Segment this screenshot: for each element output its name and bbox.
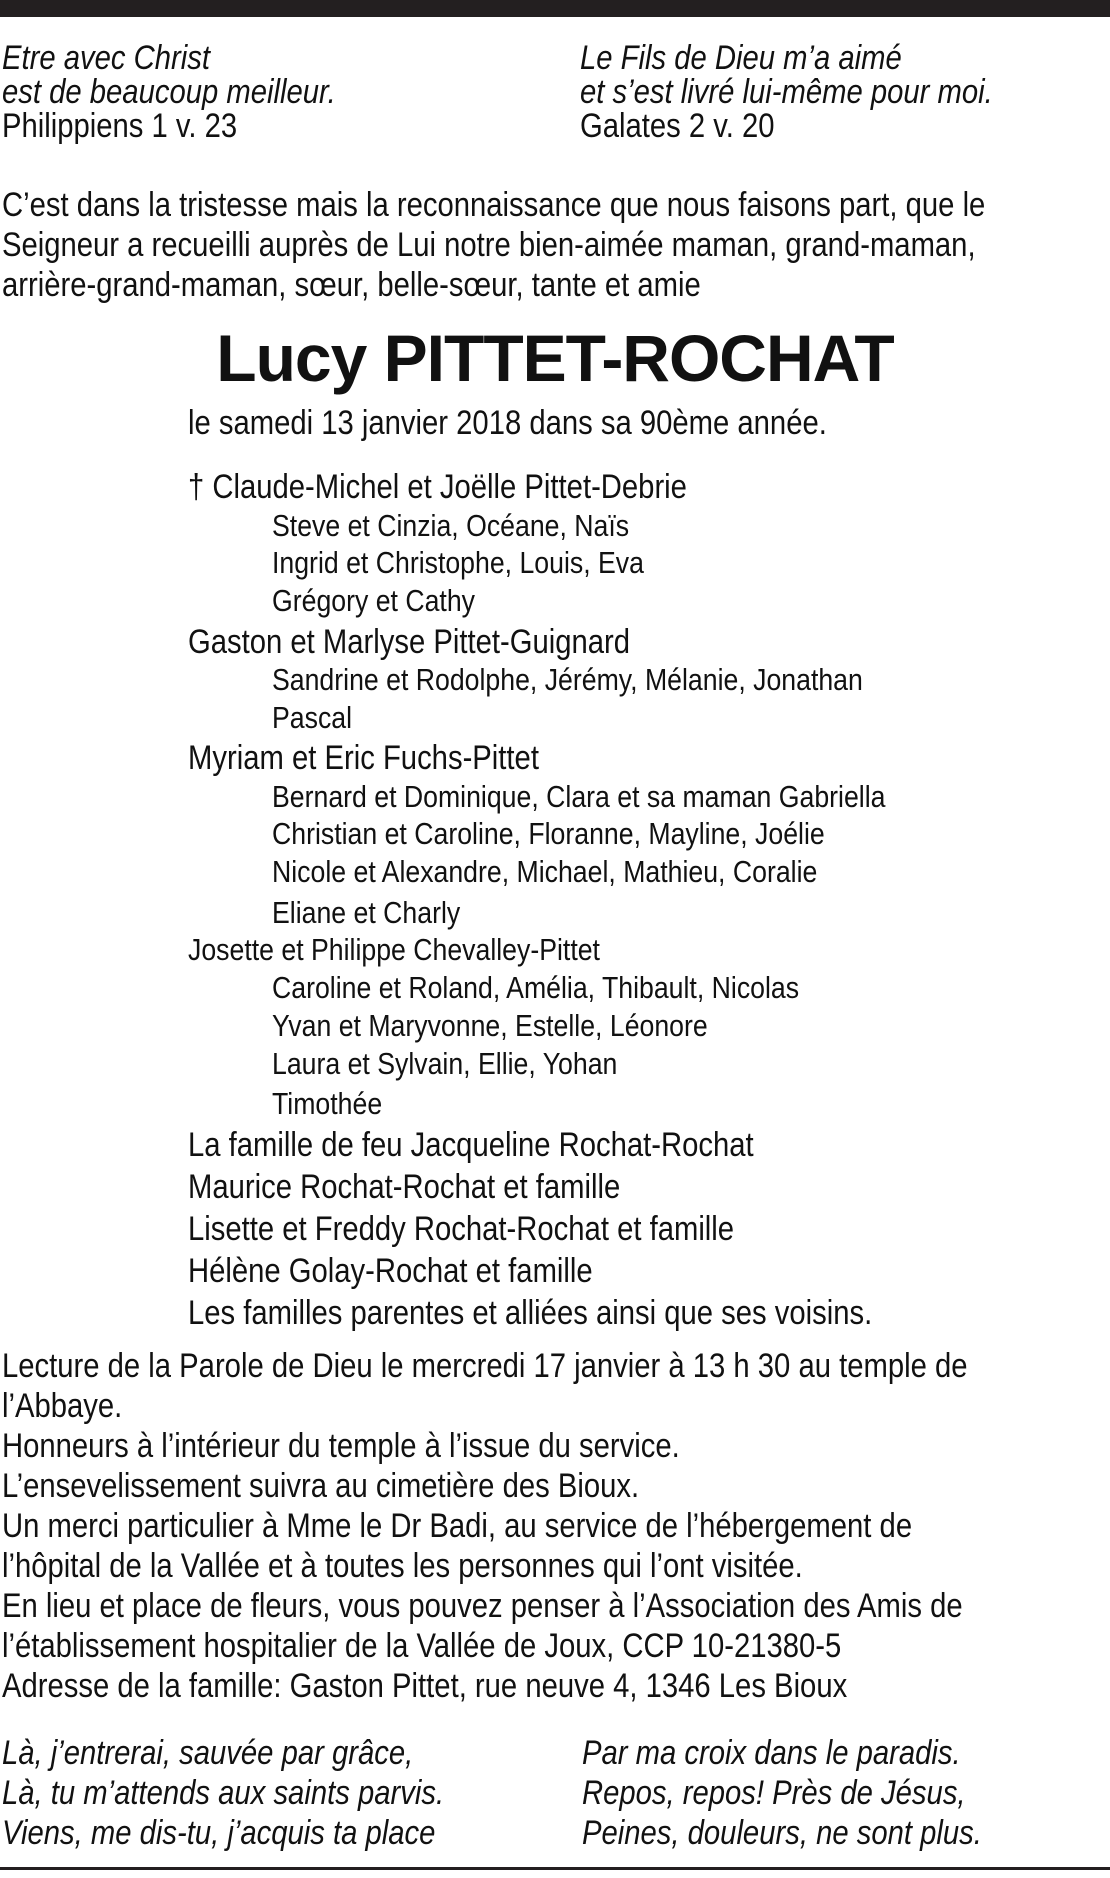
notice-line: l’Abbaye. bbox=[2, 1387, 123, 1425]
verse-right-line1: Le Fils de Dieu m’a aimé bbox=[580, 39, 902, 77]
notice-line: En lieu et place de fleurs, vous pouvez penser à l’Association des Amis de bbox=[2, 1587, 963, 1625]
notice-line: l’hôpital de la Vallée et à toutes les personnes qui l’ont visitée. bbox=[2, 1547, 803, 1585]
family-head: Gaston et Marlyse Pittet-Guignard bbox=[188, 623, 631, 661]
family-other: Maurice Rochat-Rochat et famille bbox=[188, 1168, 621, 1206]
notice-line: Un merci particulier à Mme le Dr Badi, au service de l’hébergement de bbox=[2, 1507, 913, 1545]
family-head: † Claude-Michel et Joëlle Pittet-Debrie bbox=[188, 468, 687, 506]
top-rule bbox=[0, 0, 1110, 17]
hymn-right-line: Repos, repos! Près de Jésus, bbox=[582, 1774, 966, 1812]
family-other: Les familles parentes et alliées ainsi que ses voisins. bbox=[188, 1294, 873, 1332]
family-member: Laura et Sylvain, Ellie, Yohan bbox=[272, 1046, 618, 1081]
family-member: Timothée bbox=[272, 1086, 383, 1121]
family-member: Grégory et Cathy bbox=[272, 583, 476, 618]
family-other: La famille de feu Jacqueline Rochat-Rochat bbox=[188, 1126, 754, 1164]
family-head: Josette et Philippe Chevalley-Pittet bbox=[188, 932, 600, 967]
verse-left-line2: est de beaucoup meilleur. bbox=[2, 73, 336, 111]
notice-line: Adresse de la famille: Gaston Pittet, rue neuve 4, 1346 Les Bioux bbox=[2, 1667, 848, 1705]
deceased-name: Lucy PITTET-ROCHAT bbox=[216, 321, 894, 395]
hymn-right-line: Par ma croix dans le paradis. bbox=[582, 1734, 961, 1772]
intro-line: arrière-grand-maman, sœur, belle-sœur, tante et amie bbox=[2, 266, 701, 304]
notice-line: L’ensevelissement suivra au cimetière des Bioux. bbox=[2, 1467, 640, 1505]
family-member: Bernard et Dominique, Clara et sa maman Gabriella bbox=[272, 779, 886, 814]
family-member: Caroline et Roland, Amélia, Thibault, Nicolas bbox=[272, 970, 800, 1005]
hymn-left-line: Viens, me dis-tu, j’acquis ta place bbox=[2, 1814, 436, 1852]
hymn-left-line: Là, tu m’attends aux saints parvis. bbox=[2, 1774, 445, 1812]
family-other: Hélène Golay-Rochat et famille bbox=[188, 1252, 593, 1290]
hymn-left-line: Là, j’entrerai, sauvée par grâce, bbox=[2, 1734, 414, 1772]
notice-line: Honneurs à l’intérieur du temple à l’issue du service. bbox=[2, 1427, 680, 1465]
notice-line: l’établissement hospitalier de la Vallée de Joux, CCP 10-21380-5 bbox=[2, 1627, 842, 1665]
family-member: Eliane et Charly bbox=[272, 895, 461, 930]
family-member: Yvan et Maryvonne, Estelle, Léonore bbox=[272, 1008, 708, 1043]
family-member: Sandrine et Rodolphe, Jérémy, Mélanie, Jonathan bbox=[272, 662, 863, 697]
verse-right-line2: et s’est livré lui-même pour moi. bbox=[580, 73, 993, 111]
verse-left-ref: Philippiens 1 v. 23 bbox=[2, 107, 238, 145]
family-member: Ingrid et Christophe, Louis, Eva bbox=[272, 545, 644, 580]
family-other: Lisette et Freddy Rochat-Rochat et famille bbox=[188, 1210, 735, 1248]
family-member: Pascal bbox=[272, 700, 353, 735]
death-date: le samedi 13 janvier 2018 dans sa 90ème année. bbox=[188, 404, 827, 442]
verse-right-ref: Galates 2 v. 20 bbox=[580, 107, 775, 145]
family-member: Nicole et Alexandre, Michael, Mathieu, Coralie bbox=[272, 854, 818, 889]
family-head: Myriam et Eric Fuchs-Pittet bbox=[188, 739, 539, 777]
family-member: Steve et Cinzia, Océane, Naïs bbox=[272, 508, 630, 543]
bottom-rule bbox=[0, 1867, 1110, 1870]
verse-left-line1: Etre avec Christ bbox=[2, 39, 210, 77]
intro-line: C’est dans la tristesse mais la reconnaissance que nous faisons part, que le bbox=[2, 186, 986, 224]
intro-line: Seigneur a recueilli auprès de Lui notre bien-aimée maman, grand-maman, bbox=[2, 226, 976, 264]
hymn-right-line: Peines, douleurs, ne sont plus. bbox=[582, 1814, 982, 1852]
notice-line: Lecture de la Parole de Dieu le mercredi 17 janvier à 13 h 30 au temple de bbox=[2, 1347, 968, 1385]
family-member: Christian et Caroline, Floranne, Mayline, Joélie bbox=[272, 816, 825, 851]
